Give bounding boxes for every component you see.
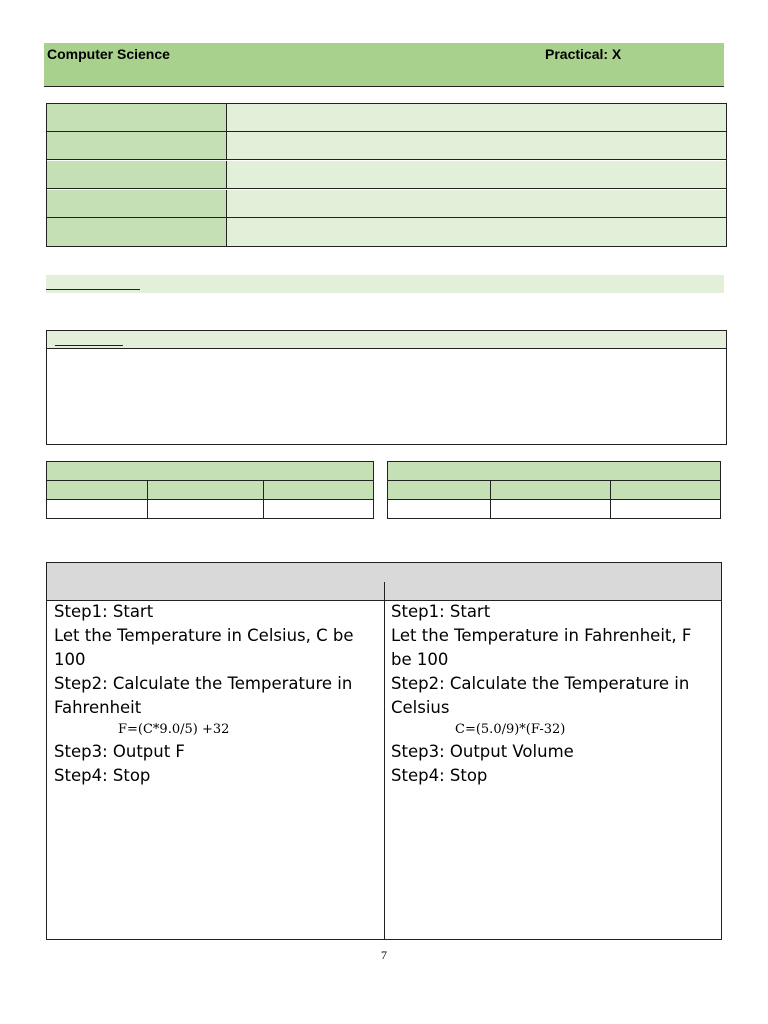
info-label-cell: [47, 218, 227, 246]
practical-number: Practical: X: [545, 46, 622, 62]
algorithm-step: Let the Temperature in Celsius, C be: [54, 626, 354, 645]
column-divider: [610, 481, 611, 518]
theory-underline: [55, 345, 123, 346]
info-label-cell: [47, 104, 227, 131]
algorithm-step: Step2: Calculate the Temperature in: [54, 674, 353, 693]
column-divider: [147, 481, 148, 518]
info-label-cell: [47, 190, 227, 217]
subject-title: Computer Science: [47, 46, 170, 62]
right-small-table: [387, 461, 721, 519]
algorithm-left-column: [54, 600, 379, 788]
algorithm-step: be 100: [391, 650, 449, 669]
algorithm-step: Step2: Calculate the Temperature in: [391, 674, 690, 693]
algorithm-step: Step1: Start: [54, 602, 154, 621]
info-label-cell: [47, 161, 227, 188]
info-value-cell: [227, 161, 726, 188]
algorithm-step: Fahrenheit: [54, 698, 142, 717]
small-table-subheader: [47, 481, 373, 500]
info-value-cell: [227, 132, 726, 159]
algorithm-table: [46, 562, 722, 940]
info-table: [46, 103, 727, 247]
small-table-cells: [388, 500, 720, 518]
algorithm-step: 100: [54, 650, 86, 669]
algorithm-step: Celsius: [391, 698, 450, 717]
algorithm-formula: F=(C*9.0/5) +32: [118, 722, 230, 737]
info-value-cell: [227, 190, 726, 217]
small-table-header: [388, 462, 720, 481]
algorithm-step: Step3: Output Volume: [391, 742, 574, 761]
algorithm-column-divider: [384, 582, 385, 939]
info-row: [47, 190, 726, 218]
info-row: [47, 104, 726, 132]
header-band: [44, 43, 724, 87]
info-row: [47, 132, 726, 160]
algorithm-title-bar: [47, 563, 721, 583]
info-value-cell: [227, 104, 726, 131]
algorithm-step: Let the Temperature in Fahrenheit, F: [391, 626, 692, 645]
info-value-cell: [227, 218, 726, 246]
column-divider: [490, 481, 491, 518]
algorithm-formula: C=(5.0/9)*(F-32): [455, 722, 566, 737]
page-number: 7: [381, 948, 387, 962]
theory-box: [46, 330, 727, 445]
info-row: [47, 161, 726, 189]
small-table-header: [47, 462, 373, 481]
info-row: [47, 218, 726, 246]
column-divider: [263, 481, 264, 518]
aim-strip: [46, 275, 724, 293]
small-table-cells: [47, 500, 373, 518]
left-small-table: [46, 461, 374, 519]
theory-header-bar: [47, 331, 726, 349]
info-label-cell: [47, 132, 227, 159]
algorithm-step: Step4: Stop: [54, 766, 151, 785]
algorithm-step: Step3: Output F: [54, 742, 185, 761]
algorithm-right-column: [391, 600, 716, 788]
algorithm-step: Step4: Stop: [391, 766, 488, 785]
small-table-subheader: [388, 481, 720, 500]
aim-underline: [46, 289, 140, 290]
algorithm-step: Step1: Start: [391, 602, 491, 621]
